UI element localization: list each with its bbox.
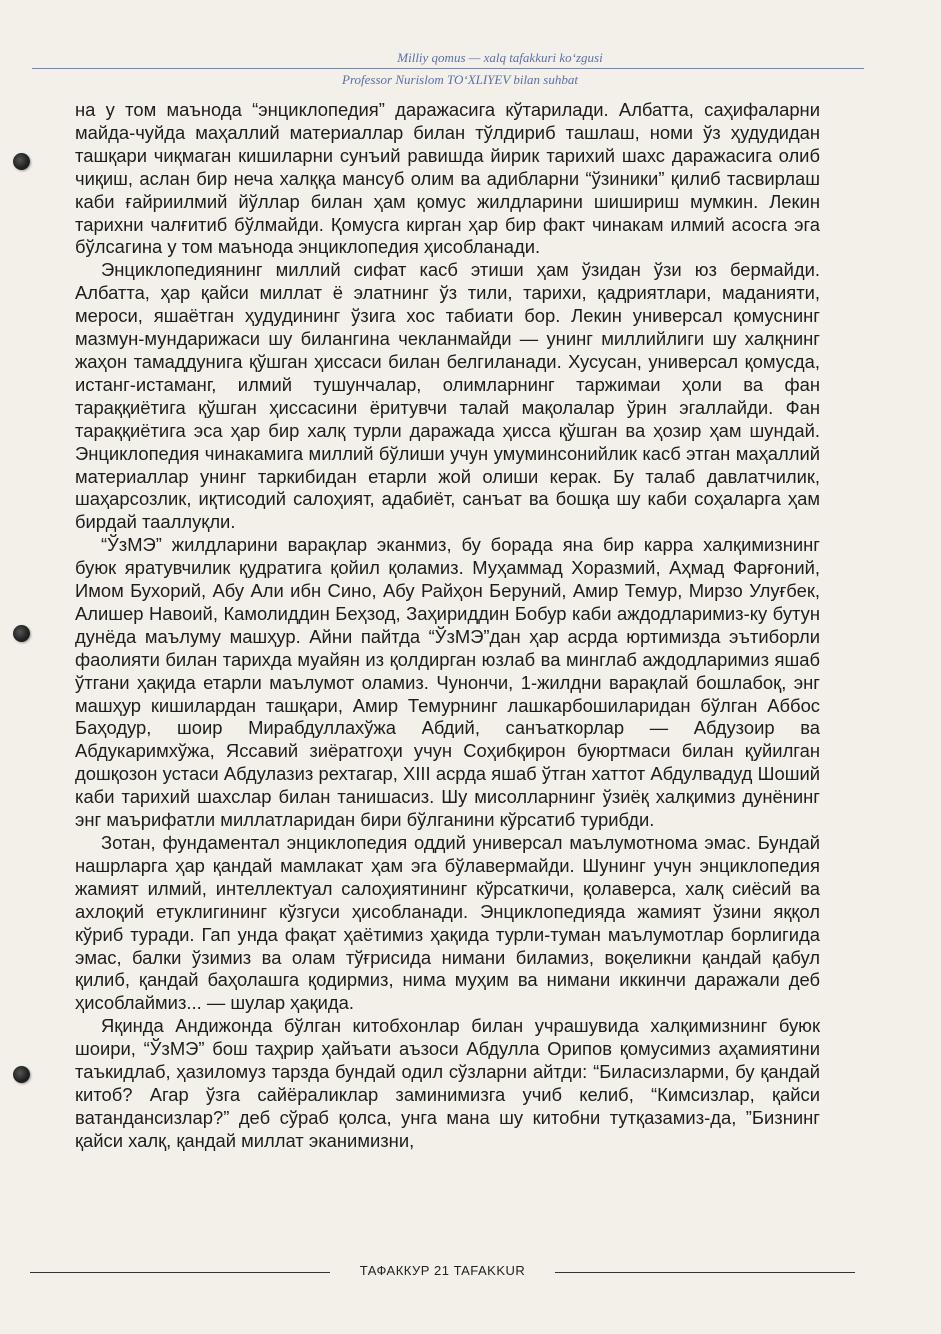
footer-label: ТАФАККУР 21 TAFAKKUR: [359, 1263, 526, 1278]
paragraph-2: Энциклопедиянинг миллий сифат касб этиши ҳам ўзидан ўзи юз бермайди. Албатта, ҳар қайси миллат ё элатнинг ўз тили, тарихи, қадриятлари, маданияти, мероси, яшаётган ҳудудининг ўзига хос табиати бор. Лекин универсал қомуснинг мазмун-мундарижаси шу билангина чекланмайди — унинг миллийлиги шу халқнинг жаҳон тамаддунига қўшган ҳиссаси билан белгиланади. Хусусан, универсал қомусда, истанг-истаманг, илмий тушунчалар, олимларнинг таржимаи ҳоли ва фан тараққиётига қўшган ҳиссасини ёритувчи талай мақолалар ўрин эгаллайди. Фан тараққиётига эса ҳар бир халқ турли даражада ҳисса қўшган ва ҳозир ҳам шундай. Энциклопедия чинакамига миллий бўлиши учун умуминсонийлик касб этган маҳаллий материаллар унинг таркибидан етарли жой олиши керак. Бу талаб давлатчилик, шаҳарсозлик, иқтисодий салоҳият, адабиёт, санъат ва бошқа шу каби соҳаларга ҳам бирдай тааллуқли.: [75, 259, 820, 533]
article-body: [75, 99, 820, 1153]
paragraph-1: на у том маънода “энциклопедия” даражасига кўтарилади. Албатта, саҳифаларни майда-чуйда маҳаллий материаллар билан тўлдириб ташлаш, номи ўз ҳудудидан ташқари чиқмаган кишиларни сунъий равишда йирик тарихий шахс даражасига олиб чиқиш, аслан бир неча халққа мансуб олим ва адибларни “ўзиники” қилиб тасвирлаш каби ғайриилмий йўллар билан ҳам қомус жилдларини шишириш мумкин. Лекин тарихни чалғитиб бўлмайди. Қомусга кирган ҳар бир факт чинакам илмий асосга эга бўлсагина у том маънода энциклопедия ҳисобланади.: [75, 99, 820, 258]
paragraph-3: “ЎзМЭ” жилдларини варақлар эканмиз, бу борада яна бир карра халқимизнинг буюк яратувчилик қудратига қойил қоламиз. Муҳаммад Хоразмий, Аҳмад Фарғоний, Имом Бухорий, Абу Али ибн Сино, Абу Райҳон Беруний, Амир Темур, Мирзо Улуғбек, Алишер Навоий, Камолиддин Беҳзод, Заҳириддин Бобур каби аждодларимиз-ку бутун дунёда маълуму машҳур. Айни пайтда “ЎзМЭ”дан ҳар асрда юртимизда эътиборли фаолияти билан тарихда муайян из қолдирган юзлаб ва минглаб аждодларимиз яшаб ўтгани ҳақида етарли маълумот оламиз. Чунончи, 1-жилдни варақлай бошлабоқ, энг машҳур кишилардан ташқари, Амир Темурнинг лашкарбошиларидан бўлган Аббос Баҳодур, шоир Мирабдуллахўжа Абдий, санъаткорлар — Абдузоир ва Абдукаримхўжа, Яссавий зиёратгоҳи учун Соҳибқирон буюртмаси билан қуйилган дошқозон устаси Абдулазиз рехтагар, XIII асрда яшаб ўтган хаттот Абдулвадуд Шоший каби тарихий шахслар билан танишасиз. Шу мисолларнинг ўзиёқ халқимиз дунёнинг энг маърифатли миллатларидан бири бўлганини кўрсатиб турибди.: [75, 534, 820, 831]
header-subtitle: Professor Nurislom TO‘XLIYEV bilan suhbat: [342, 72, 578, 87]
header-title: Milliy qomus — xalq tafakkuri ko‘zgusi: [397, 50, 603, 65]
header-rule: [32, 68, 864, 69]
footer-rule-right: [555, 1272, 855, 1273]
page-footer: [0, 1262, 941, 1282]
paragraph-4: Зотан, фундаментал энциклопедия оддий универсал маълумотнома эмас. Бундай нашрларга ҳар қандай мамлакат ҳам эга бўлавермайди. Шунинг учун энциклопедия жамият илмий, интеллектуал салоҳиятининг кўрсаткичи, қолаверса, халқ сиёсий ва ахлоқий етуклигининг кўзгуси ҳисобланади. Энциклопедияда жамият ўзини яққол кўриб туради. Гап унда фақат ҳаётимиз ҳақида турли-туман маълумотлар борлигида эмас, балки ўзимиз ва олам тўғрисида нимани биламиз, воқеликни қандай қабул қилиб, қандай баҳолашга қодирмиз, нима муҳим ва нимани иккинчи даражали деб ҳисоблаймиз... — шулар ҳақида.: [75, 832, 820, 1014]
footer-rule-left: [30, 1272, 330, 1273]
binder-hole-middle: [13, 625, 30, 642]
binder-hole-top: [13, 153, 30, 170]
binder-hole-bottom: [13, 1066, 30, 1083]
paragraph-5: Яқинда Андижонда бўлган китобхонлар билан учрашувида халқимизнинг буюк шоири, “ЎзМЭ” бош таҳрир ҳайъати аъзоси Абдулла Орипов қомусимиз аҳамиятини таъкидлаб, ҳазиломуз тарзда бундай одил сўзларни айтди: “Биласизларми, бу қандай китоб? Агар ўзга сайёраликлар заминимизга учиб келиб, “Кимсизлар, қайси ватандансизлар?” деб сўраб қолса, унга мана шу китобни тутқазамиз-да, ”Бизнинг қайси халқ, қандай миллат эканимизни,: [75, 1015, 820, 1151]
